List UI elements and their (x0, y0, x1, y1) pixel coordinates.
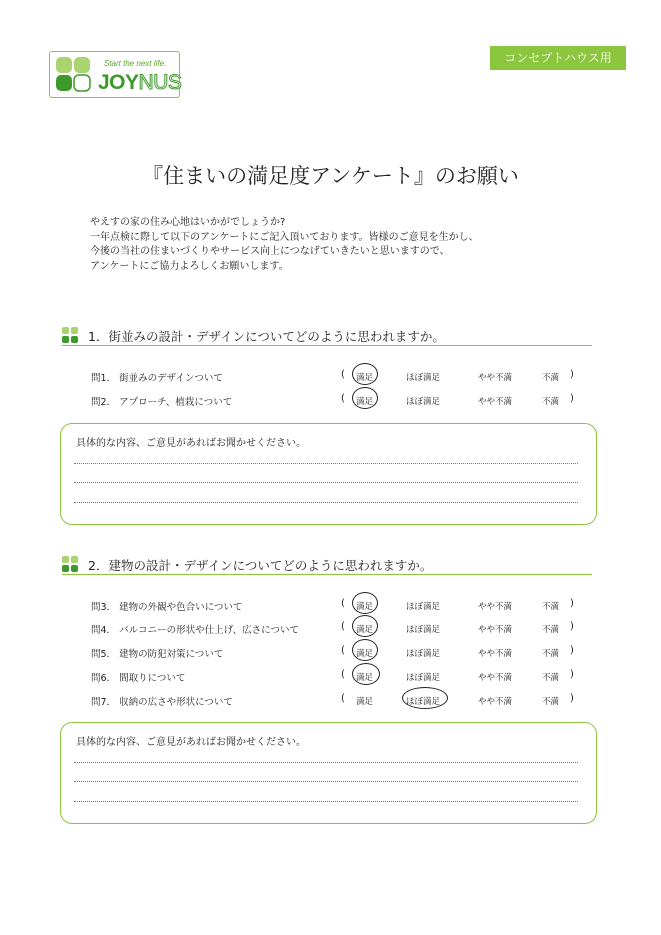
writing-line (74, 801, 578, 802)
comment-prompt: 具体的な内容、ご意見があればお聞かせください。 (76, 438, 306, 449)
option-hobo-manzoku[interactable]: ほぼ満足 (406, 673, 441, 683)
section-clover-icon (62, 556, 78, 572)
question-1-label: 問1． 街並みのデザインついて (91, 373, 223, 384)
paren-close: ) (570, 369, 574, 380)
option-hobo-manzoku[interactable]: ほぼ満足 (406, 602, 441, 612)
option-hobo-manzoku[interactable]: ほぼ満足 (406, 649, 441, 659)
paren-close: ) (570, 645, 574, 656)
option-hobo-manzoku[interactable]: ほぼ満足 (406, 697, 441, 707)
question-3-label: 問3． 建物の外観や色合いについて (91, 602, 243, 613)
option-fuman[interactable]: 不満 (542, 373, 560, 383)
intro-line: アンケートにご協力よろしくお願いします。 (90, 260, 289, 272)
option-hobo-manzoku[interactable]: ほぼ満足 (406, 373, 441, 383)
option-manzoku[interactable]: 満足 (356, 649, 374, 659)
option-manzoku[interactable]: 満足 (356, 373, 374, 383)
writing-line (74, 502, 578, 503)
brand-tagline: Start the next life. (104, 59, 167, 68)
writing-line (74, 781, 578, 782)
page-title: 『住まいの満足度アンケート』のお願い (142, 164, 519, 188)
option-fuman[interactable]: 不満 (542, 397, 560, 407)
brand-name-sub: NUS (138, 71, 182, 94)
question-5-label: 問5． 建物の防犯対策について (91, 649, 224, 660)
paren-close: ) (570, 598, 574, 609)
option-fuman[interactable]: 不満 (542, 673, 560, 683)
option-fuman[interactable]: 不満 (542, 649, 560, 659)
option-yaya-fuman[interactable]: やや不満 (478, 373, 513, 383)
option-hobo-manzoku[interactable]: ほぼ満足 (406, 397, 441, 407)
option-yaya-fuman[interactable]: やや不満 (478, 673, 513, 683)
paren-open: ( (341, 669, 345, 680)
comment-prompt: 具体的な内容、ご意見があればお聞かせください。 (76, 737, 306, 748)
intro-line: 今後の当社の住まいづくりやサービス向上につなげていきたいと思いますので、 (90, 246, 450, 257)
writing-line (74, 482, 578, 483)
option-yaya-fuman[interactable]: やや不満 (478, 625, 513, 635)
intro-text (90, 216, 479, 274)
option-fuman[interactable]: 不満 (542, 625, 560, 635)
document-type-tag: コンセプトハウス用 (490, 46, 626, 70)
option-hobo-manzoku[interactable]: ほぼ満足 (406, 625, 441, 635)
section-2-title: 2．建物の設計・デザインについてどのように思われますか。 (88, 558, 433, 573)
paren-open: ( (341, 693, 345, 704)
clover-logo-icon (55, 56, 91, 93)
option-manzoku[interactable]: 満足 (356, 625, 374, 635)
section-1-title: 1．街並みの設計・デザインについてどのように思われますか。 (88, 329, 445, 344)
paren-close: ) (570, 669, 574, 680)
paren-close: ) (570, 393, 574, 404)
brand-name-main: JOY (98, 71, 139, 94)
paren-close: ) (570, 693, 574, 704)
section-clover-icon (62, 327, 78, 343)
question-4-label: 問4． バルコニーの形状や仕上げ、広さについて (91, 625, 299, 636)
paren-open: ( (341, 645, 345, 656)
option-fuman[interactable]: 不満 (542, 697, 560, 707)
writing-line (74, 762, 578, 763)
question-7-label: 問7． 収納の広さや形状について (91, 697, 233, 708)
option-yaya-fuman[interactable]: やや不満 (478, 397, 513, 407)
option-manzoku[interactable]: 満足 (356, 673, 374, 683)
option-yaya-fuman[interactable]: やや不満 (478, 602, 513, 612)
section-divider (62, 345, 592, 346)
intro-line: 一年点検に際して以下のアンケートにご記入頂いております。皆様のご意見を生かし、 (90, 231, 479, 243)
writing-line (74, 463, 578, 464)
paren-close: ) (570, 621, 574, 632)
paren-open: ( (341, 393, 345, 404)
question-6-label: 問6． 間取りについて (91, 673, 186, 684)
option-fuman[interactable]: 不満 (542, 602, 560, 612)
option-manzoku[interactable]: 満足 (356, 697, 374, 707)
paren-open: ( (341, 621, 345, 632)
section-divider (62, 574, 592, 575)
paren-open: ( (341, 369, 345, 380)
option-yaya-fuman[interactable]: やや不満 (478, 697, 513, 707)
paren-open: ( (341, 598, 345, 609)
option-manzoku[interactable]: 満足 (356, 397, 374, 407)
question-2-label: 問2． アプローチ、植栽について (91, 397, 233, 408)
option-manzoku[interactable]: 満足 (356, 602, 374, 612)
option-yaya-fuman[interactable]: やや不満 (478, 649, 513, 659)
intro-line: やえすの家の住み心地はいかがでしょうか? (90, 217, 286, 228)
brand-name (98, 71, 181, 95)
